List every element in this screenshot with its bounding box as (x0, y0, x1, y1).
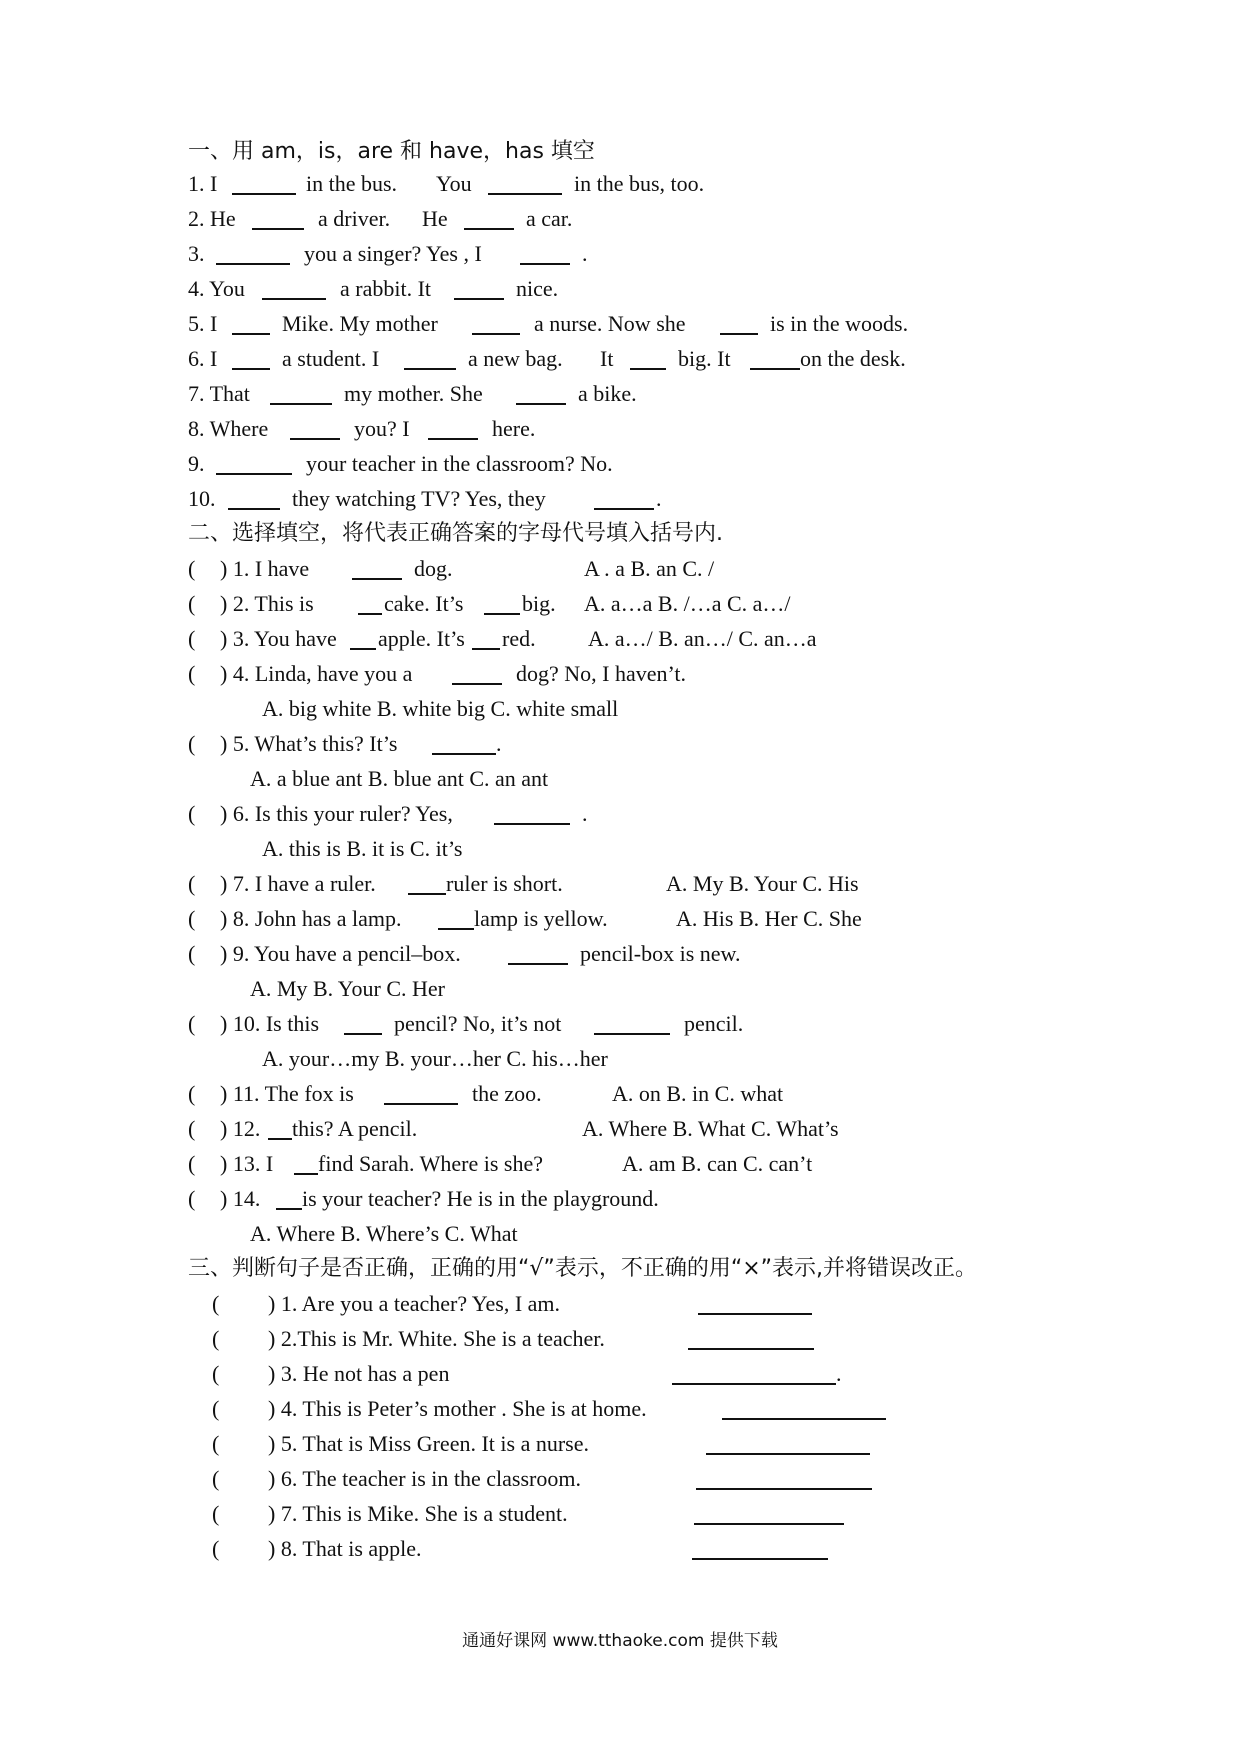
question-text: pencil. (684, 1011, 744, 1036)
question-text: a student. I (282, 346, 380, 371)
answer-paren[interactable]: ( (188, 906, 196, 931)
statement-text: ) 4. This is Peter’s mother . She is at home. (268, 1396, 647, 1421)
answer-blank[interactable] (232, 368, 270, 370)
question-number: 1. I (188, 171, 218, 196)
answer-paren[interactable]: ( (188, 871, 196, 896)
question-text: ) 13. I (220, 1151, 274, 1176)
question-text: nice. (516, 276, 559, 301)
question-text: you? I (354, 416, 410, 441)
answer-blank[interactable] (252, 228, 304, 230)
correction-blank[interactable] (688, 1348, 814, 1350)
answer-blank[interactable] (494, 823, 570, 825)
question-text: dog? No, I haven’t. (516, 661, 687, 686)
answer-blank[interactable] (438, 928, 474, 930)
question-text: here. (492, 416, 536, 441)
answer-blank[interactable] (268, 1138, 292, 1140)
question-text: big. It (678, 346, 731, 371)
answer-options: A. on B. in C. what (612, 1081, 784, 1106)
answer-blank[interactable] (216, 473, 292, 475)
question-text: in the bus, too. (574, 171, 705, 196)
section-heading: 二、选择填空，将代表正确答案的字母代号填入括号内. (188, 521, 723, 546)
period-mark: . (836, 1361, 842, 1386)
answer-blank[interactable] (384, 1103, 458, 1105)
statement-text: ) 1. Are you a teacher? Yes, I am. (268, 1291, 561, 1316)
question-text: ) 9. You have a pencil–box. (220, 941, 461, 966)
answer-options: A. a blue ant B. blue ant C. an ant (250, 766, 549, 791)
answer-paren[interactable]: ( (212, 1536, 220, 1561)
question-text: . (656, 486, 662, 511)
correction-blank[interactable] (672, 1383, 836, 1385)
question-text: ruler is short. (446, 871, 563, 896)
answer-blank[interactable] (350, 648, 376, 650)
question-text: cake. It’s (384, 591, 464, 616)
question-text: in the bus. (306, 171, 398, 196)
question-text: my mother. She (344, 381, 483, 406)
answer-options: A . a B. an C. / (584, 556, 715, 581)
answer-paren[interactable]: ( (188, 801, 196, 826)
answer-paren[interactable]: ( (188, 626, 196, 651)
answer-blank[interactable] (750, 368, 800, 370)
question-text: apple. It’s (378, 626, 465, 651)
answer-blank[interactable] (228, 508, 280, 510)
question-text: they watching TV? Yes, they (292, 486, 546, 511)
statement-text: ) 5. That is Miss Green. It is a nurse. (268, 1431, 589, 1456)
statement-text: ) 7. This is Mike. She is a student. (268, 1501, 568, 1526)
question-number: 2. He (188, 206, 236, 231)
statement-text: ) 2.This is Mr. White. She is a teacher. (268, 1326, 605, 1351)
answer-blank[interactable] (472, 333, 520, 335)
correction-blank[interactable] (692, 1558, 828, 1560)
answer-blank[interactable] (270, 403, 332, 405)
question-text: ) 4. Linda, have you a (220, 661, 413, 686)
question-text: . (582, 801, 588, 826)
answer-options: A. Where B. What C. What’s (582, 1116, 839, 1141)
question-text: It (600, 346, 614, 371)
question-text: you a singer? Yes , I (304, 241, 482, 266)
question-text: You (436, 171, 472, 196)
question-text: find Sarah. Where is she? (318, 1151, 544, 1176)
answer-blank[interactable] (488, 193, 562, 195)
answer-paren[interactable]: ( (188, 1011, 196, 1036)
question-text: a driver. (318, 206, 391, 231)
question-text: ) 10. Is this (220, 1011, 319, 1036)
question-text: pencil-box is new. (580, 941, 741, 966)
question-number: 10. (188, 486, 216, 511)
answer-blank[interactable] (232, 193, 296, 195)
question-text: . (582, 241, 588, 266)
question-text: ) 6. Is this your ruler? Yes, (220, 801, 453, 826)
question-number: 4. You (188, 276, 245, 301)
question-text: a bike. (578, 381, 637, 406)
answer-blank[interactable] (454, 298, 504, 300)
question-number: 5. I (188, 311, 218, 336)
answer-blank[interactable] (428, 438, 478, 440)
question-text: a rabbit. It (340, 276, 432, 301)
answer-options: A. His B. Her C. She (676, 906, 862, 931)
answer-blank[interactable] (232, 333, 270, 335)
answer-blank[interactable] (508, 963, 568, 965)
answer-paren[interactable]: ( (188, 1151, 196, 1176)
question-number: 3. (188, 241, 205, 266)
statement-text: ) 3. He not has a pen (268, 1361, 450, 1386)
answer-options: A. Where B. Where’s C. What (250, 1221, 518, 1246)
answer-options: A. big white B. white big C. white small (262, 696, 619, 721)
question-text: ) 2. This is (220, 591, 314, 616)
answer-paren[interactable]: ( (212, 1466, 220, 1491)
answer-blank[interactable] (720, 333, 758, 335)
statement-text: ) 8. That is apple. (268, 1536, 422, 1561)
question-text: ) 11. The fox is (220, 1081, 354, 1106)
section-heading: 三、判断句子是否正确，正确的用“√”表示，不正确的用“×”表示,并将错误改正。 (188, 1256, 978, 1281)
answer-paren[interactable]: ( (188, 591, 196, 616)
question-text: . (496, 731, 502, 756)
question-number: 9. (188, 451, 205, 476)
answer-blank[interactable] (290, 438, 340, 440)
question-text: a nurse. Now she (534, 311, 686, 336)
answer-options: A. a…/ B. an…/ C. an…a (588, 626, 817, 651)
question-number: 6. I (188, 346, 218, 371)
answer-blank[interactable] (408, 893, 446, 895)
correction-blank[interactable] (706, 1453, 870, 1455)
question-text: ) 14. (220, 1186, 261, 1211)
answer-options: A. your…my B. your…her C. his…her (262, 1046, 608, 1071)
question-text: a car. (526, 206, 573, 231)
answer-paren[interactable]: ( (212, 1291, 220, 1316)
question-text: ) 3. You have (220, 626, 337, 651)
answer-paren[interactable]: ( (188, 941, 196, 966)
answer-blank[interactable] (352, 578, 402, 580)
statement-text: ) 6. The teacher is in the classroom. (268, 1466, 581, 1491)
question-text: ) 1. I have (220, 556, 310, 581)
answer-blank[interactable] (452, 683, 502, 685)
answer-paren[interactable]: ( (188, 1186, 196, 1211)
correction-blank[interactable] (696, 1488, 872, 1490)
answer-options: A. My B. Your C. His (666, 871, 859, 896)
answer-blank[interactable] (358, 613, 382, 615)
question-text: on the desk. (800, 346, 906, 371)
answer-blank[interactable] (432, 753, 496, 755)
question-text: this? A pencil. (292, 1116, 418, 1141)
answer-options: A. My B. Your C. Her (250, 976, 445, 1001)
answer-paren[interactable]: ( (188, 661, 196, 686)
answer-paren[interactable]: ( (188, 556, 196, 581)
answer-options: A. am B. can C. can’t (622, 1151, 813, 1176)
answer-blank[interactable] (464, 228, 514, 230)
answer-blank[interactable] (594, 508, 654, 510)
question-text: a new bag. (468, 346, 563, 371)
correction-blank[interactable] (698, 1313, 812, 1315)
answer-blank[interactable] (294, 1173, 318, 1175)
answer-blank[interactable] (276, 1208, 302, 1210)
question-text: ) 8. John has a lamp. (220, 906, 402, 931)
question-text: Mike. My mother (282, 311, 438, 336)
answer-paren[interactable]: ( (212, 1361, 220, 1386)
section-heading: 一、用 am，is，are 和 have，has 填空 (188, 139, 595, 164)
answer-blank[interactable] (472, 648, 500, 650)
answer-paren[interactable]: ( (212, 1501, 220, 1526)
answer-paren[interactable]: ( (188, 1116, 196, 1141)
question-text: is in the woods. (770, 311, 909, 336)
answer-blank[interactable] (516, 403, 566, 405)
answer-blank[interactable] (344, 1033, 382, 1035)
correction-blank[interactable] (694, 1523, 844, 1525)
answer-blank[interactable] (594, 1033, 670, 1035)
question-text: ) 12. (220, 1116, 261, 1141)
answer-blank[interactable] (262, 298, 326, 300)
answer-blank[interactable] (404, 368, 456, 370)
answer-blank[interactable] (216, 263, 290, 265)
question-text: big. (522, 591, 556, 616)
correction-blank[interactable] (722, 1418, 886, 1420)
answer-blank[interactable] (520, 263, 570, 265)
question-text: red. (502, 626, 536, 651)
question-text: ) 5. What’s this? It’s (220, 731, 398, 756)
question-text: lamp is yellow. (474, 906, 608, 931)
question-text: the zoo. (472, 1081, 542, 1106)
question-text: your teacher in the classroom? No. (306, 451, 613, 476)
question-text: dog. (414, 556, 453, 581)
answer-options: A. a…a B. /…a C. a…/ (584, 591, 791, 616)
question-text: pencil? No, it’s not (394, 1011, 562, 1036)
answer-blank[interactable] (484, 613, 520, 615)
question-text: is your teacher? He is in the playground. (302, 1186, 659, 1211)
question-number: 7. That (188, 381, 250, 406)
page-footer: 通通好课网 www.tthaoke.com 提供下载 (462, 1631, 778, 1651)
question-number: 8. Where (188, 416, 269, 441)
answer-paren[interactable]: ( (188, 1081, 196, 1106)
answer-blank[interactable] (630, 368, 666, 370)
answer-paren[interactable]: ( (212, 1326, 220, 1351)
question-text: ) 7. I have a ruler. (220, 871, 376, 896)
question-text: He (422, 206, 448, 231)
answer-paren[interactable]: ( (188, 731, 196, 756)
answer-options: A. this is B. it is C. it’s (262, 836, 463, 861)
answer-paren[interactable]: ( (212, 1431, 220, 1456)
answer-paren[interactable]: ( (212, 1396, 220, 1421)
